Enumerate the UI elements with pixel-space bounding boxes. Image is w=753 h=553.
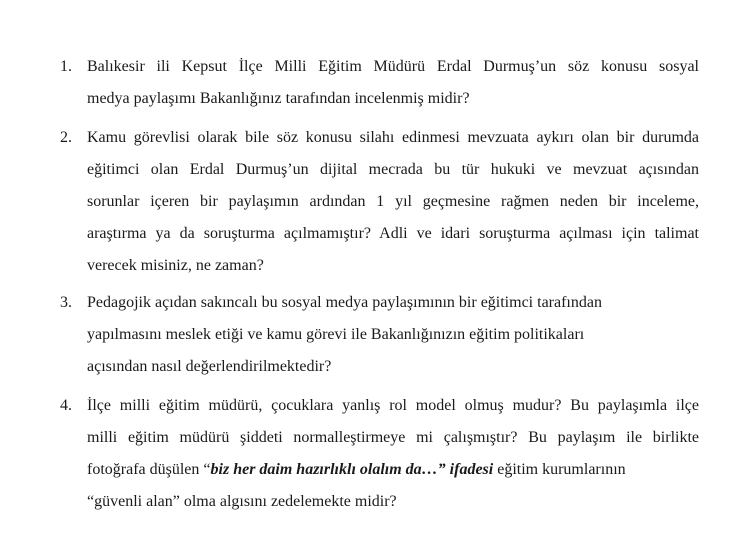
question-line: açısından nasıl değerlendirilmektedir? (87, 358, 332, 375)
question-text (87, 287, 699, 383)
question-number: 4. (60, 397, 72, 414)
question-line: “güvenli alan” olma algısını zedelemekte midir? (87, 493, 397, 510)
question-number: 3. (60, 294, 72, 311)
quoted-statement: biz her daim hazırlıklı olalım da…” ifadesi (210, 461, 494, 478)
question-line: Pedagojik açıdan sakıncalı bu sosyal medya paylaşımının bir eğitimci tarafından (87, 294, 602, 311)
question-line: Kamu görevlisi olarak bile söz konusu silahı edinmesi mevzuata aykırı olan bir durumda (87, 129, 699, 146)
question-line: araştırma ya da soruşturma açılmamıştır? Adli ve idari soruşturma açılması için talimat (87, 225, 699, 242)
question-line: verecek misiniz, ne zaman? (87, 257, 264, 274)
question-line: yapılmasını meslek etiği ve kamu görevi ile Bakanlığınızın eğitim politikaları (87, 326, 585, 343)
question-line: sorunlar içeren bir paylaşımın ardından 1 yıl geçmesine rağmen neden bir inceleme, (87, 193, 699, 210)
question-line-with-quote (87, 454, 699, 486)
question-line: İlçe milli eğitim müdürü, çocuklara yanlış rol model olmuş mudur? Bu paylaşımla ilçe (87, 397, 699, 414)
quote-prefix: fotoğrafa düşülen “ (87, 461, 211, 478)
question-text (87, 122, 699, 282)
question-text (87, 51, 699, 115)
question-line: medya paylaşımı Bakanlığınız tarafından incelenmiş midir? (87, 90, 470, 107)
question-line: eğitimci olan Erdal Durmuş’un dijital mecrada bu tür hukuki ve mevzuat açısından (87, 161, 699, 178)
question-text (87, 390, 699, 518)
question-number: 1. (60, 58, 72, 75)
question-line: milli eğitim müdürü şiddeti normalleştirmeye mi çalışmıştır? Bu paylaşım ile birlikte (87, 429, 699, 446)
question-number: 2. (60, 129, 72, 146)
quote-suffix: eğitim kurumlarının (493, 461, 626, 478)
question-line: Balıkesir ili Kepsut İlçe Milli Eğitim Müdürü Erdal Durmuş’un söz konusu sosyal (87, 58, 699, 75)
